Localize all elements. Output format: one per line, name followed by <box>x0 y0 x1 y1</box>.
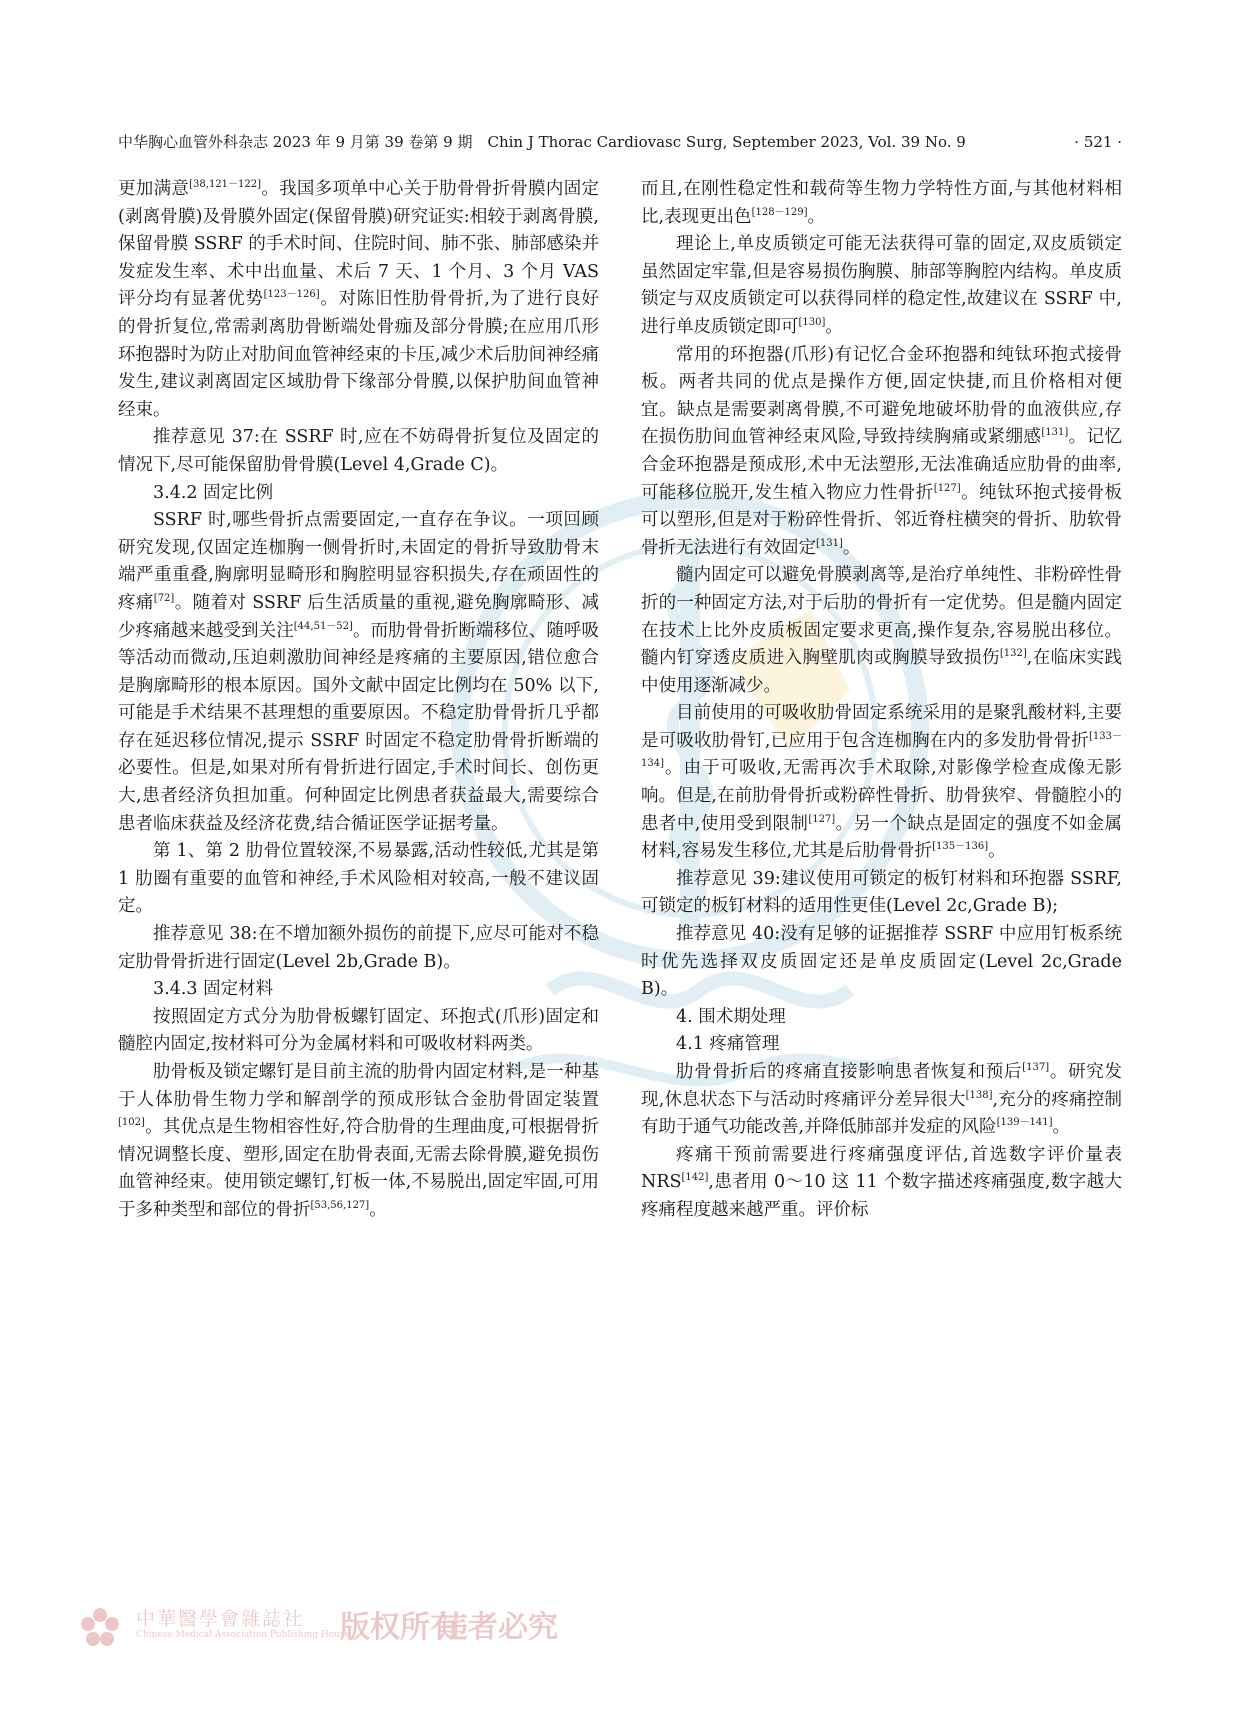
text-run: 3.4.2 固定比例 <box>153 482 274 503</box>
paragraph <box>641 1142 1122 1225</box>
publisher-name-cn: 中華醫學會雜誌社 <box>136 1608 305 1630</box>
citation-reference: [138] <box>965 1089 993 1101</box>
copyright-mark: 版权所有 <box>340 1610 460 1645</box>
text-run: 。而肋骨骨折断端移位、随呼吸等活动而微动,压迫刺激肋间神经是疼痛的主要原因,错位愈合是胸廓畸形的根本原因。国外文献中固定比例均在 50% 以下,可能是手术结果不甚理想的重要原因。不稳定肋骨骨折几乎都存在延迟移位情况,提示 SSRF 时固定不稳定肋骨骨折断端的必要性。但是,如果对所有骨折进行固定,手术时间长、创伤更大,患者经济负担加重。何种固定比例患者获益最大,需要综合患者临床获益及经济花费,结合循证医学证据考量。 <box>118 620 600 834</box>
text-run: 。 <box>988 841 1006 862</box>
text-run: ,在临床实践中使用逐渐减少。 <box>641 648 1123 696</box>
text-run: 推荐意见 40:没有足够的证据推荐 SSRF 中应用钉板系统时优先选择双皮质固定还是单皮质固定(Level 2c,Grade B)。 <box>641 924 1122 1000</box>
text-run: 目前使用的可吸收肋骨固定系统采用的是聚乳酸材料,主要是可吸收肋骨钉,已应用于包含连枷胸在内的多发肋骨骨折 <box>641 703 1122 751</box>
text-run: 更加满意 <box>118 179 190 199</box>
paragraph <box>641 342 1122 563</box>
text-run: 。 <box>1052 1117 1071 1138</box>
text-run: 常用的环抱器(爪形)有记忆合金环抱器和纯钛环抱式接骨板。两者共同的优点是操作方便,固定快捷,而且价格相对便宜。缺点是需要剥离骨膜,不可避免地破坏肋骨的血液供应,存在损伤肋间血管神经束风险,导致持续胸痛或紧绷感 <box>641 344 1122 448</box>
section-heading <box>641 1004 1122 1032</box>
paragraph <box>641 231 1122 341</box>
text-run: 。记忆合金环抱器是预成形,术中无法塑形,无法准确适应肋骨的曲率,可能移位脱开,发生植入物应力性骨折 <box>641 427 1123 503</box>
paragraph-continued <box>641 176 1122 231</box>
citation-reference: [139－141] <box>996 1117 1053 1129</box>
page-number: · 521 · <box>1074 133 1122 151</box>
text-run: 推荐意见 37:在 SSRF 时,应在不妨碍骨折复位及固定的情况下,尽可能保留肋骨骨膜(Level 4,Grade C)。 <box>118 427 599 475</box>
paragraph <box>118 921 599 976</box>
text-run: 疼痛干预前需要进行疼痛强度评估,首选数字评价量表 NRS <box>641 1144 1122 1193</box>
text-run: 。其优点是生物相容性好,符合肋骨的生理曲度,可根据骨折情况调整长度、塑形,固定在肋骨表面,无需去除骨膜,避免损伤血管神经束。使用锁定螺钉,钉板一体,不易脱出,固定牢固,可用于多种类型和部位的骨折 <box>118 1117 599 1220</box>
paragraph <box>118 1004 599 1059</box>
citation-reference: [137] <box>1022 1062 1050 1073</box>
publisher-watermark-footer <box>78 1600 638 1652</box>
text-run: 第 1、第 2 肋骨位置较深,不易暴露,活动性较低,尤其是第 1 肋圈有重要的血管和神经,手术风险相对较高,一般不建议固定。 <box>118 841 599 917</box>
citation-reference: [131] <box>1041 427 1069 439</box>
text-run: 。对陈旧性肋骨骨折,为了进行良好的骨折复位,常需剥离肋骨断端处骨痂及部分骨膜;在应用爪形环抱器时为防止对肋间血管神经束的卡压,减少术后肋间神经痛发生,建议剥离固定区域肋骨下缘部分骨膜,以保护肋间血管神经束。 <box>118 289 600 420</box>
text-run: 。 <box>825 316 843 337</box>
text-run: 4. 围术期处理 <box>676 1006 786 1027</box>
text-run: 肋骨板及锁定螺钉是目前主流的肋骨内固定材料,是一种基于人体肋骨生物力学和解剖学的预成形钛合金肋骨固定装置 <box>118 1062 599 1110</box>
text-run: 理论上,单皮质锁定可能无法获得可靠的固定,双皮质锁定虽然固定牢靠,但是容易损伤胸膜、肺部等胸腔内结构。单皮质锁定与双皮质锁定可以获得同样的稳定性,故建议在 SSRF 中,进行单皮质锁定即可 <box>641 234 1122 337</box>
citation-reference: [127] <box>808 813 836 825</box>
text-run: 。 <box>369 1199 387 1220</box>
text-run: 。随着对 SSRF 后生活质量的重视,避免胸廓畸形、减少疼痛越来越受到关注 <box>118 592 600 641</box>
paragraph <box>641 700 1122 866</box>
citation-reference: [72] <box>153 592 175 604</box>
text-run: 推荐意见 38:在不增加额外损伤的前提下,应尽可能对不稳定肋骨骨折进行固定(Level 2b,Grade B)。 <box>118 924 599 972</box>
journal-citation: 中华胸心血管外科杂志 2023 年 9 月第 39 卷第 9 期 Chin J Thorac Cardiovasc Surg, September 2023, Vol. 39 No. 9 <box>118 133 966 151</box>
left-text-column <box>118 176 599 1225</box>
citation-reference: [133－134] <box>641 730 1122 770</box>
section-heading <box>118 976 599 1004</box>
text-run: 3.4.3 固定材料 <box>153 979 274 1000</box>
paragraph <box>641 1059 1122 1142</box>
text-run: 4.1 疼痛管理 <box>676 1034 780 1055</box>
text-run: 推荐意见 39:建议使用可锁定的板钉材料和环抱器 SSRF,可锁定的板钉材料的适用性更佳(Level 2c,Grade B); <box>641 868 1122 917</box>
citation-reference: [142] <box>681 1172 709 1184</box>
text-run: 。另一个缺点是固定的强度不如金属材料,容易发生移位,尤其是后肋骨骨折 <box>641 813 1123 862</box>
citation-reference: [53,56,127] <box>310 1199 370 1211</box>
publisher-name-en: Chinese Medical Association Publishing House <box>136 1630 350 1640</box>
citation-reference: [135－136] <box>932 841 989 853</box>
text-run: 肋骨骨折后的疼痛直接影响患者恢复和预后 <box>676 1062 1023 1082</box>
paragraph <box>118 507 599 838</box>
text-run: 按照固定方式分为肋骨板螺钉固定、环抱式(爪形)固定和髓腔内固定,按材料可分为金属材料和可吸收材料两类。 <box>118 1006 599 1055</box>
citation-reference: [132] <box>999 648 1027 660</box>
citation-reference: [44,51－52] <box>293 620 353 632</box>
copyright-warning: 违者必究 <box>438 1610 558 1645</box>
citation-reference: [130] <box>798 316 826 328</box>
paragraph <box>118 424 599 479</box>
text-run: 。纯钛环抱式接骨板可以塑形,但是对于粉碎性骨折、邻近脊柱横突的骨折、肋软骨骨折无法进行有效固定 <box>641 482 1123 558</box>
citation-reference: [127] <box>933 482 961 494</box>
paragraph <box>118 1059 599 1225</box>
text-run: ,充分的疼痛控制有助于通气功能改善,并降低肺部并发症的风险 <box>641 1089 1123 1138</box>
publisher-flower-logo-icon <box>78 1606 122 1650</box>
right-text-column <box>641 176 1122 1225</box>
citation-reference: [102] <box>118 1117 145 1129</box>
text-run: ,患者用 0～10 这 11 个数字描述疼痛强度,数字越大疼痛程度越来越严重。评价标 <box>641 1172 1122 1220</box>
paragraph <box>641 866 1122 921</box>
paragraph-continued <box>118 176 599 424</box>
section-heading <box>641 1031 1122 1059</box>
paragraph <box>118 838 599 921</box>
citation-reference: [131] <box>816 537 843 549</box>
text-run: 。我国多项单中心关于肋骨骨折骨膜内固定(剥离骨膜)及骨膜外固定(保留骨膜)研究证实:相较于剥离骨膜,保留骨膜 SSRF 的手术时间、住院时间、肺不张、肺部感染并发症发生率、术中出血量、术后 7 天、1 个月、3 个月 VAS 评分均有显著优势 <box>118 179 600 310</box>
citation-reference: [128－129] <box>751 206 808 218</box>
text-run: 。由于可吸收,无需再次手术取除,对影像学检查成像无影响。但是,在前肋骨骨折或粉碎性骨折、肋骨狭窄、骨髓腔小的患者中,使用受到限制 <box>641 758 1122 834</box>
text-run: 髓内固定可以避免骨膜剥离等,是治疗单纯性、非粉碎性骨折的一种固定方法,对于后肋的骨折有一定优势。但是髓内固定在技术上比外皮质板固定要求更高,操作复杂,容易脱出移位。髓内钉穿透皮质进入胸壁肌肉或胸膜导致损伤 <box>641 565 1122 669</box>
text-run: 。 <box>842 537 861 558</box>
text-run: 。 <box>807 206 826 227</box>
text-run: 。研究发现,休息状态下与活动时疼痛评分差异很大 <box>641 1062 1123 1110</box>
section-heading <box>118 480 599 508</box>
text-run: SSRF 时,哪些骨折点需要固定,一直存在争议。一项回顾研究发现,仅固定连枷胸一侧骨折时,未固定的骨折导致肋骨末端严重重叠,胸廓明显畸形和胸腔明显容积损失,存在顽固性的疼痛 <box>118 510 599 613</box>
paragraph <box>641 562 1122 700</box>
paragraph <box>641 921 1122 1004</box>
text-run: 而且,在刚性稳定性和载荷等生物力学特性方面,与其他材料相比,表现更出色 <box>641 179 1122 227</box>
citation-reference: [38,121－122] <box>189 179 262 190</box>
citation-reference: [123－126] <box>263 289 320 301</box>
